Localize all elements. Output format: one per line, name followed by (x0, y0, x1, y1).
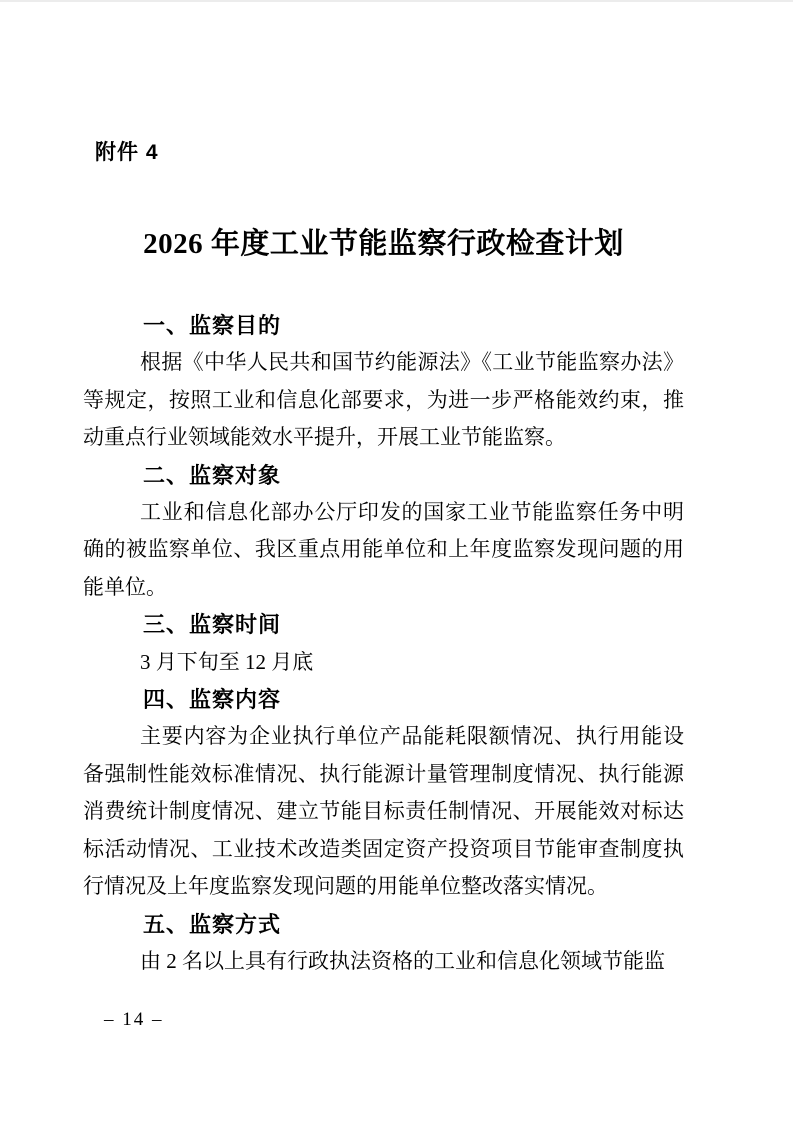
section-heading-2: 二、监察对象 (143, 462, 282, 488)
page-number: – 14 – (104, 1009, 164, 1030)
document-body (83, 307, 684, 980)
section-heading-4: 四、监察内容 (143, 687, 282, 713)
document-title: 2026 年度工业节能监察行政检查计划 (143, 228, 624, 261)
section-paragraph-3: 3 月下旬至 12 月底 (140, 649, 314, 674)
section-heading-3: 三、监察时间 (143, 612, 282, 638)
section-paragraph-4: 主要内容为企业执行单位产品能耗限额情况、执行用能设备强制性能效标准情况、执行能源计量管理制度情况、执行能源消费统计制度情况、建立节能目标责任制情况、开展能效对标达标活动情况、工业技术改造类固定资产投资项目节能审查制度执行情况及上年度监察发现问题的用能单位整改落实情况。 (83, 724, 684, 899)
scan-edge-artifact (0, 0, 793, 2)
section-heading-5: 五、监察方式 (143, 911, 282, 937)
section-paragraph-2: 工业和信息化部办公厅印发的国家工业节能监察任务中明确的被监察单位、我区重点用能单位和上年度监察发现问题的用能单位。 (83, 500, 684, 599)
section-paragraph-5: 由 2 名以上具有行政执法资格的工业和信息化领域节能监 (140, 948, 665, 973)
section-paragraph-1: 根据《中华人民共和国节约能源法》《工业节能监察办法》等规定，按照工业和信息化部要求，为进一步严格能效约束，推动重点行业领域能效水平提升，开展工业节能监察。 (83, 350, 684, 450)
attachment-label: 附件 4 (95, 141, 159, 164)
section-heading-1: 一、监察目的 (143, 313, 282, 338)
